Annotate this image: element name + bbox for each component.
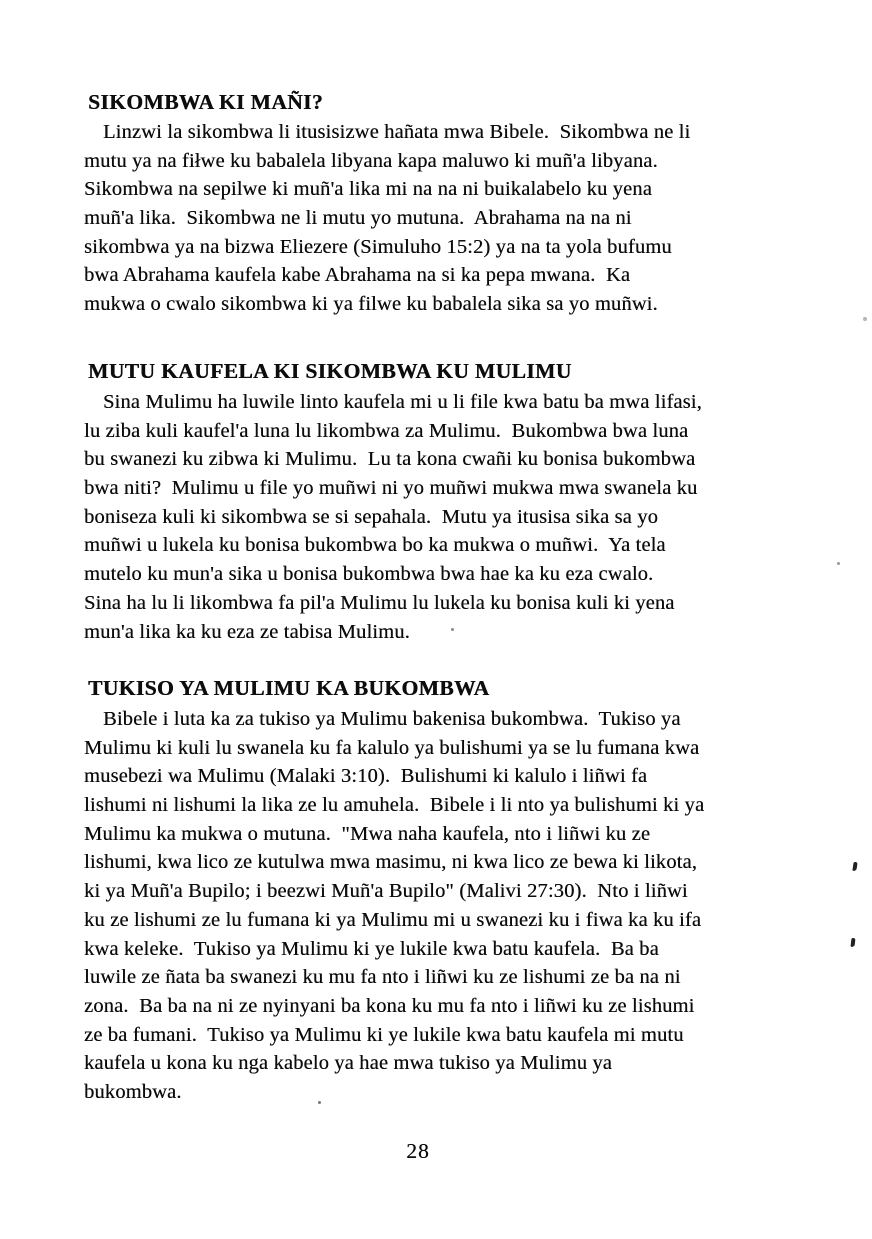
section-3-heading: TUKISO YA MULIMU KA BUKOMBWA [88, 676, 490, 700]
text-line: sikombwa ya na bizwa Eliezere (Simuluho 15:2) ya na ta yola bufumu [84, 235, 672, 258]
text-line: bwa Abrahama kaufela kabe Abrahama na si ka pepa mwana. Ka [84, 264, 631, 287]
text-line: kwa keleke. Tukiso ya Mulimu ki ye lukile kwa batu kaufela. Ba ba [84, 937, 659, 960]
text-line: zona. Ba ba na ni ze nyinyani ba kona ku mu fa nto i liñwi ku ze lishumi [84, 994, 695, 1017]
text-line: ze ba fumani. Tukiso ya Mulimu ki ye lukile kwa batu kaufela mi mutu [84, 1023, 684, 1046]
text-line: lu ziba kuli kaufel'a luna lu likombwa za Mulimu. Bukombwa bwa luna [84, 419, 689, 442]
scan-speck [852, 862, 857, 871]
text-line: Sina ha lu li likombwa fa pil'a Mulimu lu lukela ku bonisa kuli ki yena [84, 591, 675, 614]
text-line: bu swanezi ku zibwa ki Mulimu. Lu ta kona cwañi ku bonisa bukombwa [84, 448, 696, 471]
text-line: Mulimu ki kuli lu swanela ku fa kalulo ya bulishumi ya se lu fumana kwa [84, 736, 700, 759]
scan-speck [851, 938, 856, 947]
text-line: Sina Mulimu ha luwile linto kaufela mi u li file kwa batu ba mwa lifasi, [103, 391, 702, 413]
section-2-heading: MUTU KAUFELA KI SIKOMBWA KU MULIMU [88, 359, 572, 383]
text-line: Sikombwa na sepilwe ki muñ'a lika mi na na ni buikalabelo ku yena [84, 178, 652, 201]
text-line: mutu ya na fiłwe ku babalela libyana kapa maluwo ki muñ'a libyana. [84, 149, 658, 172]
text-line: kaufela u kona ku nga kabelo ya hae mwa tukiso ya Mulimu ya [84, 1052, 613, 1075]
text-line: Mulimu ka mukwa o mutuna. "Mwa naha kaufela, nto i liñwi ku ze [84, 822, 651, 845]
section-1-paragraph [84, 118, 834, 319]
text-line: bwa niti? Mulimu u file yo muñwi ni yo muñwi mukwa mwa swanela ku [84, 477, 698, 500]
text-line: Bibele i luta ka za tukiso ya Mulimu bakenisa bukombwa. Tukiso ya [103, 708, 681, 730]
scan-speck [451, 628, 454, 631]
text-line: boniseza kuli ki sikombwa se si sepahala. Mutu ya itusisa sika sa yo [84, 505, 659, 528]
scan-speck [837, 562, 840, 565]
text-line: lishumi ni lishumi la lika ze lu amuhela. Bibele i li nto ya bulishumi ki ya [84, 794, 705, 817]
page-number: 28 [406, 1139, 430, 1163]
text-line: bukombwa. [84, 1080, 182, 1103]
text-line: ki ya Muñ'a Bupilo; i beezwi Muñ'a Bupilo" (Malivi 27:30). Nto i liñwi [84, 880, 688, 903]
section-1-heading: SIKOMBWA KI MAÑI? [88, 90, 323, 114]
text-line: muñ'a lika. Sikombwa ne li mutu yo mutuna. Abrahama na na ni [84, 207, 632, 230]
section-3-paragraph [84, 705, 834, 1107]
text-line: Linzwi la sikombwa li itusisizwe hañata mwa Bibele. Sikombwa ne li [103, 121, 691, 143]
text-line: mukwa o cwalo sikombwa ki ya filwe ku babalela sika sa yo muñwi. [84, 293, 658, 316]
text-line: ku ze lishumi ze lu fumana ki ya Mulimu mi u swanezi ku i fiwa ka ku ifa [84, 908, 702, 931]
section-2-paragraph [84, 388, 834, 646]
text-line: musebezi wa Mulimu (Malaki 3:10). Bulishumi ki kalulo i liñwi fa [84, 765, 648, 788]
scan-speck [863, 317, 867, 321]
scan-speck [318, 1101, 321, 1104]
text-line: mun'a lika ka ku eza ze tabisa Mulimu. [84, 620, 410, 643]
text-line: muñwi u lukela ku bonisa bukombwa bo ka mukwa o muñwi. Ya tela [84, 534, 666, 557]
text-line: lishumi, kwa lico ze kutulwa mwa masimu, ni kwa lico ze bewa ki likota, [84, 851, 697, 874]
text-line: mutelo ku mun'a sika u bonisa bukombwa bwa hae ka ku eza cwalo. [84, 563, 654, 586]
text-line: luwile ze ñata ba swanezi ku mu fa nto i liñwi ku ze lishumi ze ba na ni [84, 966, 681, 989]
